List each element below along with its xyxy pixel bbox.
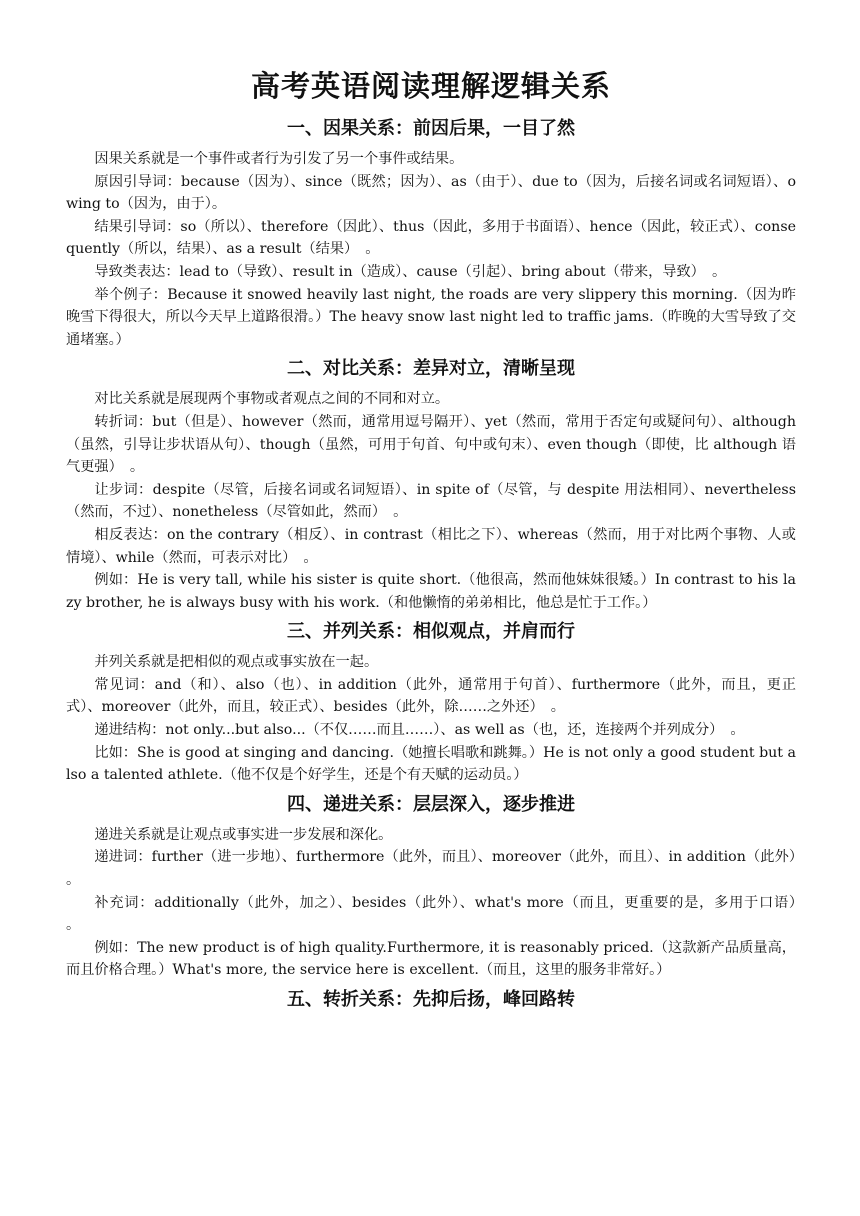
paragraph: 例如：The new product is of high quality.Furthermore, it is reasonably priced.（这款新产品质量高，而且价格合理。）What's more, the service here is excellent.（而且，这里的服务非常好。） [66,939,796,979]
paragraph: 递进词：further（进一步地）、furthermore（此外，而且）、moreover（此外，而且）、in addition（此外） 。 [66,849,811,889]
paragraph: 常见词：and（和）、also（也）、in addition（此外，通常用于句首）、furthermore（此外，而且，更正式）、moreover（此外，而且，较正式）、besides（此外，除……之外还） 。 [66,676,796,716]
section-5 [66,985,796,1015]
section-heading: 一、因果关系：前因后果，一目了然 [287,118,575,139]
paragraph: 原因引导词：because（因为）、since（既然；因为）、as（由于）、due to（因为，后接名词或名词短语）、owing to（因为，由于）。 [66,173,796,213]
sections-container [66,114,811,1015]
paragraph: 转折词：but（但是）、however（然而，通常用逗号隔开）、yet（然而，常用于否定句或疑问句）、although（虽然，引导让步状语从句）、though（虽然，可用于句首、句中或句末）、even though（即使，比 although 语气更强） 。 [66,413,796,476]
section-4 [66,790,811,982]
paragraph: 对比关系就是展现两个事物或者观点之间的不同和对立。 [94,391,450,408]
section-heading: 五、转折关系：先抑后扬，峰回路转 [287,989,575,1010]
paragraph: 并列关系就是把相似的观点或事实放在一起。 [94,654,379,671]
document-page [66,64,811,1019]
section-heading: 二、对比关系：差异对立，清晰呈现 [287,358,575,380]
paragraph: 举个例子：Because it snowed heavily last night, the roads are very slippery this morning.（因为昨晚雪下得很大，所以今天早上道路很滑。）The heavy snow last night led to traffic jams.（昨晚的大雪导致了交通堵塞。） [66,286,796,348]
section-3 [66,617,796,787]
paragraph: 结果引导词：so（所以）、therefore（因此）、thus（因此，多用于书面语）、hence（因此，较正式）、consequently（所以，结果）、as a result（结果） 。 [66,218,796,258]
document-title: 高考英语阅读理解逻辑关系 [250,69,611,103]
paragraph: 相反表达：on the contrary（相反）、in contrast（相比之下）、whereas（然而，用于对比两个事物、人或情境）、while（然而，可表示对比） 。 [66,526,796,566]
paragraph: 因果关系就是一个事件或者行为引发了另一个事件或结果。 [94,151,464,167]
paragraph: 导致类表达：lead to（导致）、result in（造成）、cause（引起）、bring about（带来，导致） 。 [94,263,727,280]
section-heading: 四、递进关系：层层深入，逐步推进 [287,793,575,815]
paragraph: 让步词：despite（尽管，后接名词或名词短语）、in spite of（尽管，与 despite 用法相同）、nevertheless（然而，不过）、nonetheless（尽管如此，然而） 。 [66,481,796,521]
section-1 [66,114,796,351]
paragraph: 例如：He is very tall, while his sister is quite short.（他很高，然而他妹妹很矮。）In contrast to his lazy brother, he is always busy with his work.（和他懒惰的弟弟相比，他总是忙于工作。） [66,572,796,611]
section-heading: 三、并列关系：相似观点，并肩而行 [287,621,575,643]
paragraph: 递进关系就是让观点或事实进一步发展和深化。 [94,826,393,843]
paragraph: 补充词：additionally（此外，加之）、besides（此外）、what's more（而且，更重要的是，多用于口语） 。 [66,894,811,934]
paragraph: 比如：She is good at singing and dancing.（她擅长唱歌和跳舞。）He is not only a good student but also a talented athlete.（他不仅是个好学生，还是个有天赋的运动员。） [66,744,796,784]
section-2 [66,354,796,614]
paragraph: 递进结构：not only...but also...（不仅……而且……）、as well as（也，还，连接两个并列成分） 。 [94,722,745,739]
